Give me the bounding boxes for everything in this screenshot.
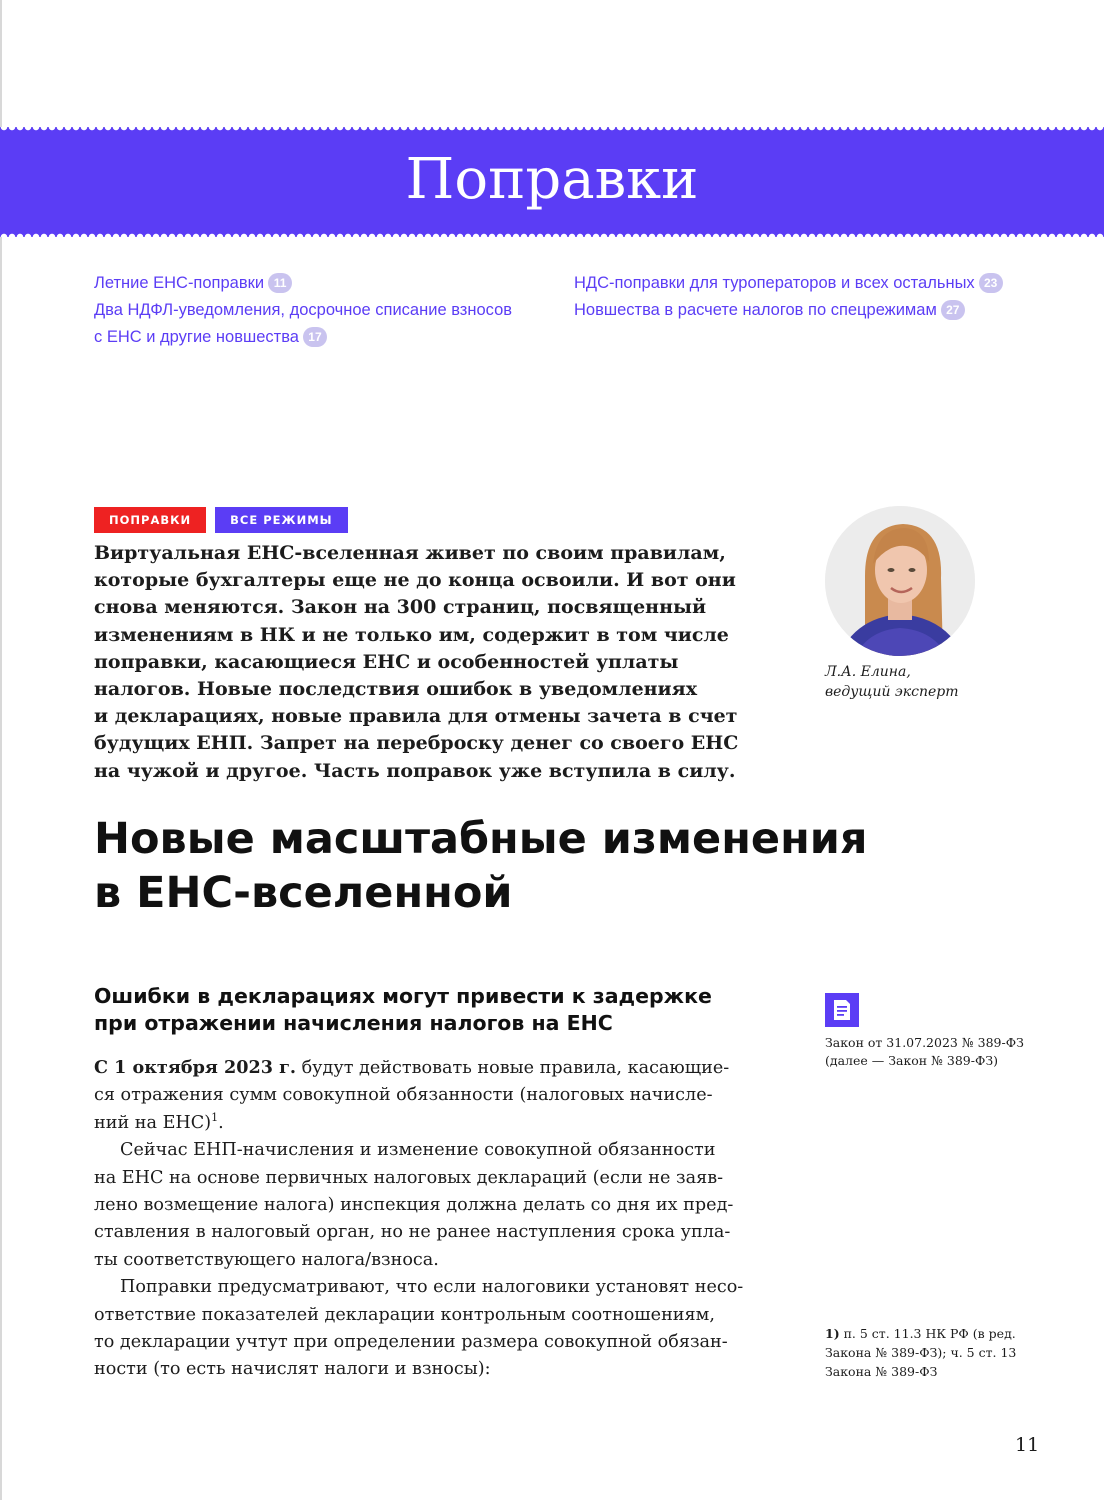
footnote-number: 1) [825,1326,840,1341]
subhead-line: при отражении начисления налогов на ЕНС [94,1011,613,1035]
sidenote-line: Закон от 31.07.2023 № 389-ФЗ [825,1035,1024,1050]
tag-all-regimes: ВСЕ РЕЖИМЫ [215,507,347,533]
lead-line: будущих ЕНП. Запрет на переброску денег со своего ЕНС [94,732,739,755]
sidenote-line: (далее — Закон № 389-ФЗ) [825,1053,999,1068]
body-line: лено возмещение налога) инспекция должна делать со дня их пред- [94,1195,734,1216]
footnote [825,1324,1055,1381]
toc-link-2[interactable]: Два НДФЛ-уведомления, досрочное списание взносов [94,301,513,319]
toc-left [94,270,534,351]
body-line: ний на ЕНС) [94,1112,212,1133]
article-body [94,1054,784,1384]
page-badge: 11 [268,273,292,293]
footnote-line: Закона № 389-ФЗ); ч. 5 ст. 13 [825,1345,1017,1360]
author-name: Л.А. Елина, [825,664,911,680]
lead-line: изменениям в НК и не только им, содержит в том числе [94,623,729,646]
body-paragraph-1 [94,1054,784,1137]
lead-line: на чужой и другое. Часть поправок уже вступила в силу. [94,759,736,782]
date-emphasis: С 1 октября 2023 г. [94,1057,296,1078]
author-caption [825,662,1025,702]
title-line: в ЕНС-вселенной [94,868,513,918]
lead-line: поправки, касающиеся ЕНС и особенностей уплаты [94,650,679,673]
page-number: 11 [1015,1434,1040,1456]
document-icon [825,993,859,1027]
lead-line: и декларациях, новые правила для отмены зачета в счет [94,705,738,728]
body-line: на ЕНС на основе первичных налоговых деклараций (если не заяв- [94,1167,724,1188]
author-photo [825,506,975,656]
toc-link-4[interactable]: Новшества в расчете налогов по спецрежимам 27 [574,297,1014,324]
body-line: ставления в налоговый орган, но не ранее наступления срока упла- [94,1222,731,1243]
page-badge: 27 [941,300,965,320]
body-line: ты соответствующего налога/взноса. [94,1249,439,1270]
section-banner [0,127,1104,237]
toc-link-3[interactable]: НДС-поправки для туроператоров и всех остальных 23 [574,270,1014,297]
tag-amendments: ПОПРАВКИ [94,507,206,533]
section-subheading [94,983,794,1037]
lead-line: которые бухгалтеры еще не до конца освоили. И вот они [94,569,736,592]
body-line: будут действовать новые правила, касающие- [296,1058,730,1078]
banner-scallop-top [0,127,1104,133]
lead-line: снова меняются. Закон на 300 страниц, посвященный [94,596,707,619]
footnote-ref[interactable]: 1 [211,1110,219,1124]
lead-line: налогов. Новые последствия ошибок в уведомлениях [94,678,698,701]
body-line: . [218,1112,224,1133]
footnote-line: п. 5 ст. 11.3 НК РФ (в ред. [839,1326,1016,1341]
body-paragraph-2 [94,1137,784,1274]
page-badge: 23 [979,273,1003,293]
lead-line: Виртуальная ЕНС-вселенная живет по своим правилам, [94,542,726,564]
banner-scallop-bottom [0,231,1104,237]
body-line: ся отражения сумм совокупной обязанности (налоговых начисле- [94,1085,713,1106]
rubric-tags [94,507,348,533]
law-reference [825,1034,1055,1070]
body-line: Поправки предусматривают, что если налоговики установят несо- [120,1277,744,1298]
toc-link-1[interactable]: Летние ЕНС-поправки 11 [94,270,534,297]
body-line: ности (то есть начислят налоги и взносы): [94,1359,491,1380]
body-line: Сейчас ЕНП-начисления и изменение совокупной обязанности [120,1140,716,1161]
page-badge: 17 [303,327,327,347]
body-paragraph-3 [94,1274,784,1384]
toc-right [574,270,1014,324]
article-title [94,812,994,920]
author-role: ведущий эксперт [825,684,959,700]
body-line: то декларации учтут при определении размера совокупной обязан- [94,1332,728,1353]
title-line: Новые масштабные изменения [94,814,868,864]
subhead-line: Ошибки в декларациях могут привести к задержке [94,984,712,1008]
toc-link-2-cont[interactable]: с ЕНС и другие новшества 17 [94,324,534,351]
body-line: ответствие показателей декларации контрольным соотношениям, [94,1304,715,1325]
section-title: Поправки [405,147,699,212]
footnote-line: Закона № 389-ФЗ [825,1364,938,1379]
lead-paragraph [94,540,794,785]
